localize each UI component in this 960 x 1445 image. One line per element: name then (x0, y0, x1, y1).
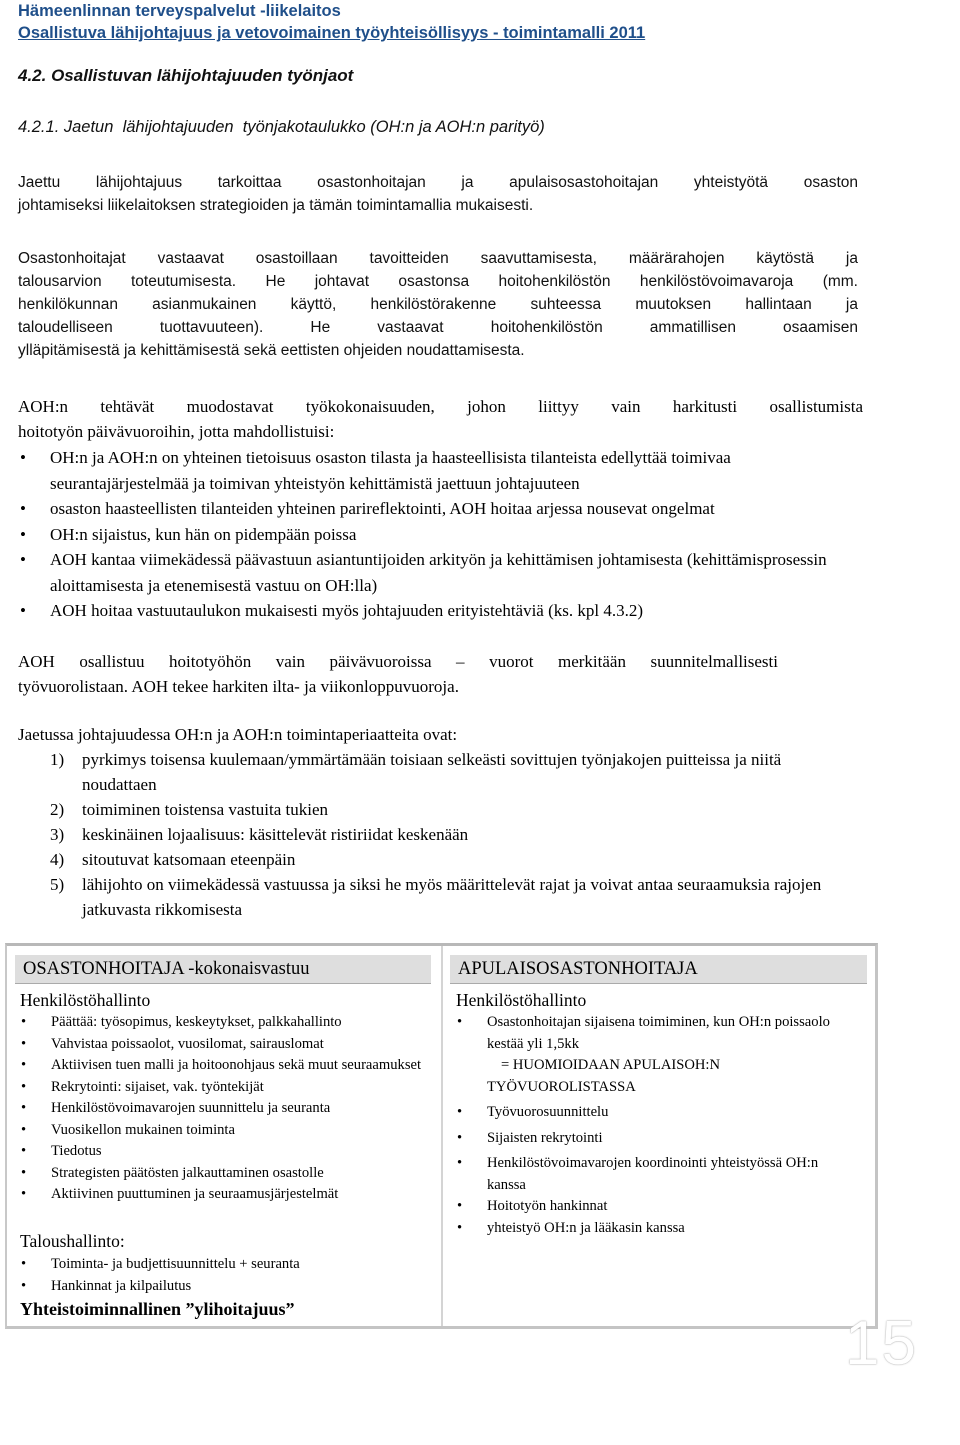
oh-line: Osastonhoitajat vastaavat osastoillaan tavoitteiden saavuttamisesta, määrärahojen käytöstä ja (18, 250, 858, 267)
list-item: • OH:n sijaistus, kun hän on pidempään poissa (18, 522, 868, 548)
item-text: toimiminen toistensa vastuita tukien (82, 800, 328, 819)
list-item: • Hoitotyön hankinnat (456, 1196, 856, 1218)
item-number: 4) (50, 850, 65, 869)
aoh-after (18, 649, 863, 699)
item-text: sitoutuvat katsomaan eteenpäin (82, 850, 296, 869)
intro-line: johtamiseksi liikelaitoksen strategioiden ja tämän toimintamallia mukaisesti. (18, 197, 534, 214)
aoh-intro-line: AOH:n tehtävät muodostavat työkokonaisuuden, johon liittyy vain harkitusti osallistumista (18, 397, 863, 416)
list-item: • Päättää: työsopimus, keskeytykset, palkkahallinto (20, 1012, 430, 1034)
aoh-intro-line: hoitotyön päivävuoroihin, jotta mahdollistuisi: (18, 422, 335, 441)
list-item: • AOH hoitaa vastuutaulukon mukaisesti myös johtajuuden erityistehtäviä (ks. kpl 4.3.2) (18, 598, 868, 624)
list-item: • Sijaisten rekrytointi (456, 1128, 856, 1150)
aoh-column-header: APULAISOSASTONHOITAJA (450, 955, 867, 984)
list-item-text: Osastonhoitajan sijaisena toimiminen, kun OH:n poissaolo kestää yli 1,5kk (487, 1014, 830, 1052)
list-item: • yhteistyö OH:n ja lääkasin kanssa (456, 1218, 856, 1240)
intro-line: Jaettu lähijohtajuus tarkoittaa osastonhoitajan ja apulaisosastohoitajan yhteistyötä osaston (18, 174, 858, 191)
aoh-note-line: TYÖVUOROLISTASSA (487, 1078, 636, 1095)
aoh-column (441, 946, 875, 1326)
header-subtitle: Osallistuva lähijohtajuus ja vetovoimainen työyhteisöllisyys - toimintamalli 2011 (18, 24, 646, 42)
oh-footer-title: Yhteistoiminnallinen ”ylihoitajuus” (20, 1299, 295, 1319)
aoh-hr-list (456, 1012, 856, 1239)
principles-list (50, 747, 850, 922)
item-number: 1) (50, 750, 65, 769)
document-header (18, 0, 888, 44)
section-title: 4.2. Osallistuvan lähijohtajuuden työnjaot (18, 66, 354, 85)
oh-line: ylläpitämisestä ja kehittämisestä sekä eettisten ohjeiden noudattamisesta. (18, 342, 525, 359)
oh-column-header: OSASTONHOITAJA -kokonaisvastuu (15, 955, 431, 984)
principles-intro: Jaetussa johtajuudessa OH:n ja AOH:n toimintaperiaatteita ovat: (18, 725, 458, 744)
list-item: • Vuosikellon mukainen toiminta (20, 1120, 430, 1142)
oh-line: talousarvion toteutumisesta. He johtavat osastonsa hoitohenkilöstön henkilöstövoimavaroja (mm. (18, 273, 858, 290)
oh-paragraph (18, 247, 858, 362)
aoh-hr-title: Henkilöstöhallinto (456, 990, 587, 1010)
aoh-note-line: = HUOMIOIDAAN APULAISOH:N (501, 1057, 721, 1073)
item-text: lähijohto on viimekädessä vastuussa ja siksi he myös määrittelevät rajat ja voivat antaa seuraamuksia rajojen jatkuvasta rikkomisesta (82, 875, 822, 919)
aoh-note (487, 1055, 856, 1098)
list-item: • Tiedotus (20, 1141, 430, 1163)
aoh-after-line: AOH osallistuu hoitotyöhön vain päivävuoroissa – vuorot merkitään suunnitelmallisesti (18, 652, 778, 671)
list-item: • Hankinnat ja kilpailutus (20, 1276, 430, 1298)
list-item (456, 1012, 856, 1098)
list-item: • Vahvistaa poissaolot, vuosilomat, sairauslomat (20, 1034, 430, 1056)
item-text: keskinäinen lojaalisuus: käsittelevät ristiriidat keskenään (82, 825, 469, 844)
list-item: • Toiminta- ja budjettisuunnittelu + seuranta (20, 1254, 430, 1276)
oh-line: henkilökunnan asianmukainen käyttö, henkilöstörakenne suhteessa muutoksen hallintaan ja (18, 296, 858, 313)
list-item: • AOH kantaa viimekädessä päävastuun asiantuntijoiden arkityön ja kehittämisen johtamisesta (kehittämisprosessin aloittamisesta ja etenemisestä vastuu on OH:lla) (18, 547, 868, 598)
list-item (50, 872, 850, 922)
list-item: • Työvuorosuunnittelu (456, 1102, 856, 1124)
oh-finance-title: Taloushallinto: (20, 1231, 125, 1251)
list-item: • Aktiivinen puuttuminen ja seuraamusjärjestelmät (20, 1184, 430, 1206)
item-number: 5) (50, 875, 65, 894)
oh-line: taloudelliseen tuottavuuteen). He vastaavat hoitohenkilöstön ammatillisen osaamisen (18, 319, 858, 336)
item-text: pyrkimys toisensa kuulemaan/ymmärtämään toisiaan selkeästi sovittujen työnjakojen puitteissa ja niitä noudattaen (82, 750, 782, 794)
list-item: • osaston haasteellisten tilanteiden yhteinen parireflektointi, AOH hoitaa arjessa nousevat ongelmat (18, 496, 868, 522)
item-number: 3) (50, 825, 65, 844)
item-number: 2) (50, 800, 65, 819)
subsection-title: 4.2.1. Jaetun lähijohtajuuden työnjakotaulukko (OH:n ja AOH:n parityö) (18, 118, 545, 136)
list-item (50, 797, 850, 822)
list-item (50, 822, 850, 847)
aoh-intro (18, 394, 863, 444)
list-item: • Strategisten päätösten jalkauttaminen osastolle (20, 1163, 430, 1185)
aoh-after-line: työvuorolistaan. AOH tekee harkiten ilta- ja viikonloppuvuoroja. (18, 677, 459, 696)
intro-paragraph (18, 171, 858, 217)
list-item (50, 747, 850, 797)
list-item: • Henkilöstövoimavarojen suunnittelu ja seuranta (20, 1098, 430, 1120)
page-number: 15 (845, 1309, 918, 1378)
oh-hr-title: Henkilöstöhallinto (20, 990, 151, 1010)
aoh-bullet-list (18, 445, 868, 624)
list-item (50, 847, 850, 872)
list-item: • OH:n ja AOH:n on yhteinen tietoisuus osaston tilasta ja haasteellisista tilanteista edellyttää toimivaa seurantajärjestelmää ja toimivan yhteistyön kehittämistä jaettuun johtajuuteen (18, 445, 868, 496)
list-item: • Henkilöstövoimavarojen koordinointi yhteistyössä OH:n kanssa (456, 1153, 856, 1196)
oh-column (7, 946, 437, 1326)
oh-finance-list (20, 1254, 430, 1297)
responsibility-table (5, 943, 878, 1329)
header-org: Hämeenlinnan terveyspalvelut -liikelaitos (18, 2, 341, 20)
oh-hr-list (20, 1012, 430, 1206)
list-item: • Rekrytointi: sijaiset, vak. työntekijät (20, 1077, 430, 1099)
list-item: • Aktiivisen tuen malli ja hoitoonohjaus sekä muut seuraamukset (20, 1055, 430, 1077)
